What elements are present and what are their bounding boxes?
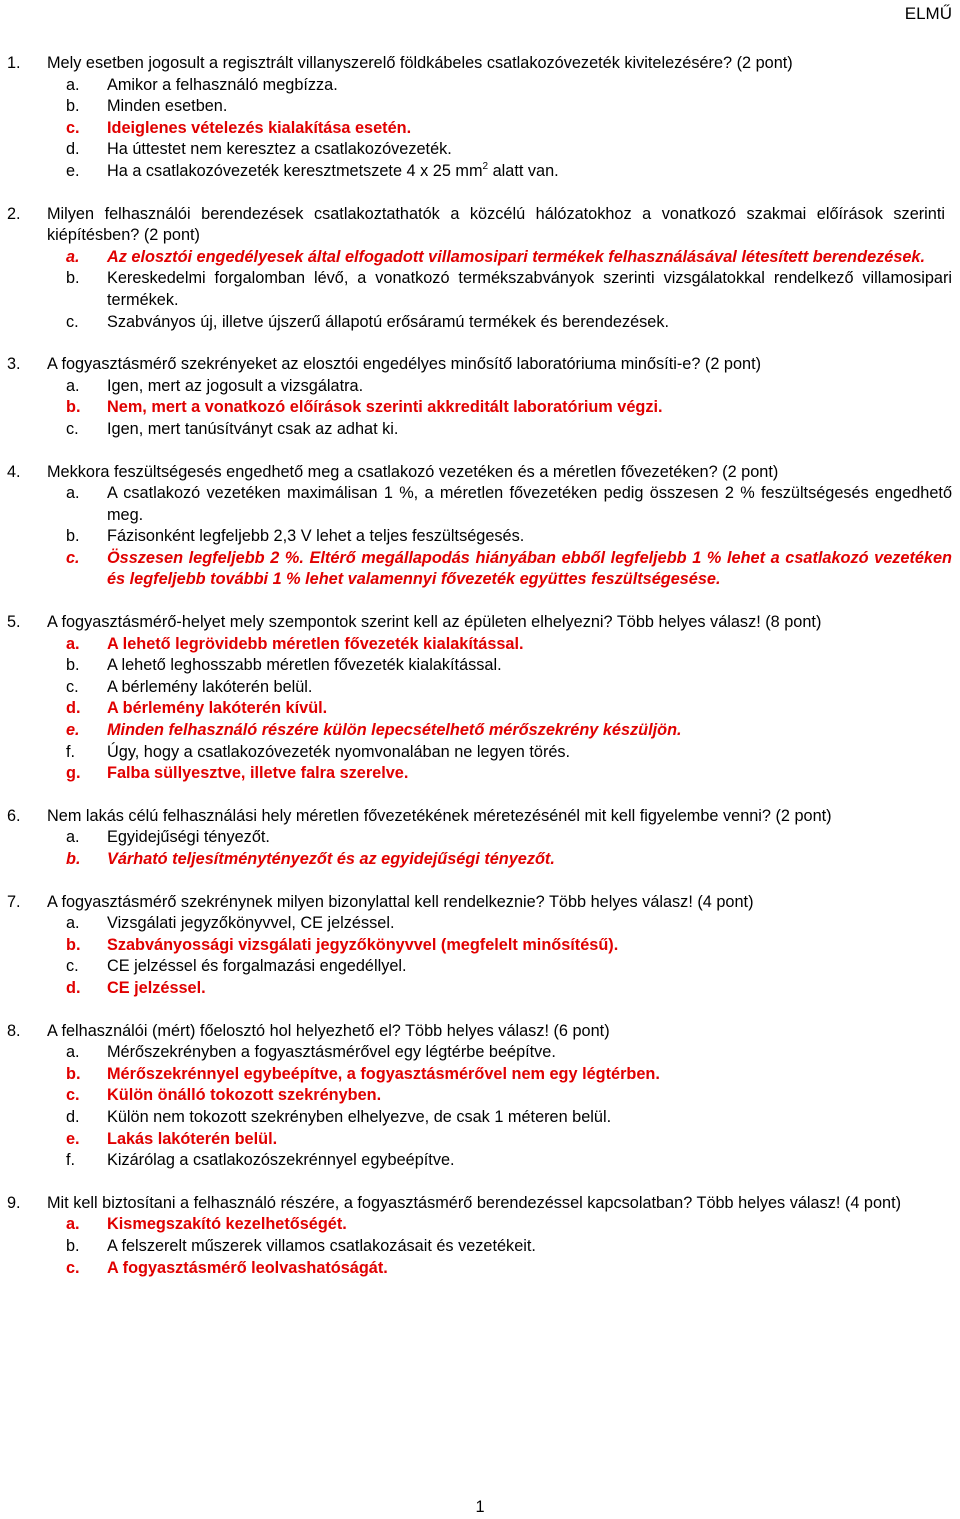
answer-text: Szabványossági vizsgálati jegyzőkönyvvel (megfelelt minősítésű).: [107, 935, 619, 954]
question-text: Mit kell biztosítani a felhasználó részére, a fogyasztásmérő berendezéssel kapcsolatban? Több helyes válasz! (4 pont): [47, 1193, 902, 1212]
answer-option-correct: [0, 1258, 960, 1280]
answer-letter: c.: [66, 548, 80, 567]
question-6: [0, 806, 960, 871]
answer-letter: a.: [66, 828, 80, 847]
question-8: [0, 1021, 960, 1172]
answer-text: Szabványos új, illetve újszerű állapotú erősáramú termékek és berendezések.: [107, 312, 669, 331]
answer-text: Összesen legfeljebb 2 %. Eltérő megállapodás hiányában ebből legfeljebb 1 % lehet a csatlakozó vezetéken és legfeljebb további 1 % lehet valamennyi fővezeték együttes feszültségesése.: [107, 548, 952, 589]
answer-option-correct: [0, 849, 960, 871]
answer-text-part: alatt van.: [488, 161, 559, 180]
answer-letter: b.: [66, 850, 81, 868]
answer-text: Minden felhasználó részére külön lepecsételhető mérőszekrény készüljön.: [107, 721, 682, 740]
answer-letter: g.: [66, 764, 81, 783]
answer-letter: a.: [66, 914, 80, 933]
answer-text: Igen, mert tanúsítványt csak az adhat ki.: [107, 419, 399, 438]
answer-text: Külön nem tokozott szekrényben elhelyezve, de csak 1 méteren belül.: [107, 1107, 612, 1126]
question-2: [0, 204, 960, 334]
answer-letter: a.: [66, 247, 80, 266]
question-text: A fogyasztásmérő-helyet mely szempontok szerint kell az épületen elhelyezni? Több helyes válasz! (8 pont): [47, 613, 822, 632]
answer-option: [0, 139, 960, 161]
answer-option-correct: [0, 1064, 960, 1086]
answer-letter: a.: [66, 75, 80, 94]
question-number: 1.: [7, 54, 21, 72]
answer-option: [0, 827, 960, 849]
question-number: 6.: [7, 806, 21, 825]
answer-option: [0, 1150, 960, 1172]
question-1: [0, 53, 960, 183]
question-text: A felhasználói (mért) főelosztó hol helyezhető el? Több helyes válasz! (6 pont): [47, 1021, 610, 1040]
answer-letter: b.: [66, 527, 80, 546]
question-number: 2.: [7, 204, 21, 223]
answer-letter: c.: [66, 957, 79, 976]
answer-text-part: Ha a csatlakozóvezeték keresztmetszete 4 x 25 mm: [107, 161, 483, 180]
answer-text: A bérlemény lakóterén kívül.: [107, 699, 328, 718]
answer-option: [0, 526, 960, 548]
answer-option: [0, 913, 960, 935]
answer-letter: e.: [66, 161, 80, 180]
answer-letter: d.: [66, 1107, 80, 1126]
answer-letter: f.: [66, 1151, 76, 1170]
question-9: [0, 1193, 960, 1279]
answer-text: Vizsgálati jegyzőkönyvvel, CE jelzéssel.: [107, 914, 395, 933]
answer-text: A felszerelt műszerek villamos csatlakozásait és vezetékeit.: [107, 1236, 536, 1255]
answer-option-correct: [0, 1214, 960, 1236]
answer-letter: c.: [66, 118, 80, 137]
question-7: [0, 892, 960, 1000]
answer-option-correct: [0, 978, 960, 1000]
question-text: Nem lakás célú felhasználási hely méretlen fővezetékének méretezésénél mit kell figyelembe venni? (2 pont): [47, 806, 832, 825]
answer-letter: c.: [66, 677, 79, 696]
answer-letter: d.: [66, 699, 81, 718]
answer-option: [0, 1042, 960, 1064]
answer-letter: a.: [66, 634, 80, 653]
answer-text: Ha úttestet nem keresztez a csatlakozóvezeték.: [107, 140, 452, 159]
answer-option: [0, 376, 960, 398]
question-number: 9.: [7, 1193, 21, 1212]
answer-option-correct: [0, 397, 960, 419]
answer-text: Az elosztói engedélyesek által elfogadott villamosipari termékek felhasználásával létesített berendezések.: [107, 247, 926, 266]
answer-letter: a.: [66, 376, 80, 395]
answer-letter: a.: [66, 484, 80, 503]
answer-text: Kismegszakító kezelhetőségét.: [107, 1215, 347, 1234]
answer-text: Kereskedelmi forgalomban lévő, a vonatkozó termékszabványok szerinti vizsgálatokkal rendelkező villamosipari termékek.: [107, 269, 952, 309]
answer-letter: b.: [66, 97, 80, 116]
answer-text: Igen, mert az jogosult a vizsgálatra.: [107, 376, 364, 395]
answer-option: [0, 419, 960, 441]
answer-option: [0, 1107, 960, 1129]
answer-letter: b.: [66, 656, 80, 675]
question-text: Mekkora feszültségesés engedhető meg a csatlakozó vezetéken és a méretlen fővezetéken? (2 pont): [47, 462, 779, 481]
answer-text: Lakás lakóterén belül.: [107, 1129, 278, 1148]
answer-text: Nem, mert a vonatkozó előírások szerinti akkreditált laboratórium végzi.: [107, 398, 663, 417]
answer-option: [0, 75, 960, 97]
answer-letter: c.: [66, 1258, 80, 1277]
question-number: 3.: [7, 355, 21, 374]
answer-option-correct: [0, 935, 960, 957]
answer-text: A bérlemény lakóterén belül.: [107, 677, 313, 696]
question-4: [0, 462, 960, 592]
answer-text: A lehető legrövidebb méretlen fővezeték kialakítással.: [107, 634, 524, 653]
answer-text: Falba süllyesztve, illetve falra szerelve.: [107, 764, 409, 783]
answer-option: [0, 312, 960, 334]
answer-letter: a.: [66, 1215, 80, 1234]
question-number: 8.: [7, 1021, 21, 1040]
answer-text: A fogyasztásmérő leolvashatóságát.: [107, 1258, 388, 1277]
answer-text: Várható teljesítménytényezőt és az egyidejűségi tényezőt.: [107, 850, 555, 868]
answer-text: Mérőszekrényben a fogyasztásmérővel egy légtérbe beépítve.: [107, 1043, 556, 1062]
answer-option: [0, 956, 960, 978]
answer-letter: c.: [66, 312, 79, 331]
answer-text: Fázisonként legfeljebb 2,3 V lehet a teljes feszültségesés.: [107, 527, 525, 546]
answer-option: [0, 483, 960, 526]
answer-letter: a.: [66, 1043, 80, 1062]
answer-letter: b.: [66, 269, 80, 288]
answer-option-correct: [0, 1129, 960, 1151]
header-company: ELMŰ: [904, 4, 952, 23]
answer-letter: d.: [66, 978, 81, 997]
answer-option: [0, 161, 960, 183]
answer-option-correct: [0, 634, 960, 656]
answer-option-correct: [0, 548, 960, 591]
answer-option: [0, 655, 960, 677]
superscript: 2: [482, 160, 489, 172]
question-number: 4.: [7, 462, 21, 481]
page-number: 1: [475, 1498, 485, 1516]
answer-text: CE jelzéssel és forgalmazási engedéllyel.: [107, 957, 407, 976]
answer-option: [0, 677, 960, 699]
answer-option-correct: [0, 1085, 960, 1107]
question-number: 5.: [7, 613, 21, 632]
answer-letter: b.: [66, 398, 81, 417]
answer-letter: e.: [66, 1129, 80, 1148]
answer-text: CE jelzéssel.: [107, 978, 206, 997]
answer-option: [0, 1236, 960, 1258]
answer-letter: b.: [66, 935, 81, 954]
answer-letter: c.: [66, 1086, 80, 1105]
question-number: 7.: [7, 892, 21, 911]
answer-option: [0, 742, 960, 764]
answer-text: A lehető leghosszabb méretlen fővezeték kialakítással.: [107, 656, 502, 675]
answer-text: Minden esetben.: [107, 97, 228, 116]
answer-option-correct: [0, 720, 960, 742]
question-text: A fogyasztásmérő szekrényeket az elosztói engedélyes minősítő laboratóriuma minősíti-e? (2 pont): [47, 355, 762, 374]
question-5: [0, 612, 960, 785]
answer-option: [0, 268, 960, 311]
answer-text: Mérőszekrénnyel egybeépítve, a fogyasztásmérővel nem egy légtérben.: [107, 1064, 660, 1083]
answer-text: Egyidejűségi tényezőt.: [107, 828, 270, 847]
question-text: Mely esetben jogosult a regisztrált villanyszerelő földkábeles csatlakozóvezeték kivitelezésére? (2 pont): [47, 54, 793, 72]
answer-text: A csatlakozó vezetéken maximálisan 1 %, a méretlen fővezetéken pedig összesen 2 % feszültségesés engedhető meg.: [107, 484, 952, 524]
answer-letter: e.: [66, 721, 80, 740]
answer-text: Úgy, hogy a csatlakozóvezeték nyomvonalában ne legyen törés.: [107, 742, 571, 761]
answer-letter: b.: [66, 1064, 81, 1083]
answer-text: Külön önálló tokozott szekrényben.: [107, 1086, 382, 1105]
answer-letter: c.: [66, 419, 79, 438]
answer-text: Ideiglenes vételezés kialakítása esetén.: [107, 118, 412, 137]
question-text: A fogyasztásmérő szekrénynek milyen bizonylattal kell rendelkeznie? Több helyes válasz! (4 pont): [47, 892, 754, 911]
answer-option: [0, 96, 960, 118]
answer-letter: f.: [66, 742, 76, 761]
answer-option-correct: [0, 118, 960, 140]
answer-option-correct: [0, 763, 960, 785]
answer-text: [107, 161, 952, 183]
question-3: [0, 354, 960, 440]
question-list: [0, 53, 960, 1300]
answer-letter: b.: [66, 1236, 80, 1255]
answer-option-correct: [0, 698, 960, 720]
answer-text: Kizárólag a csatlakozószekrénnyel egybeépítve.: [107, 1151, 455, 1170]
answer-option-correct: [0, 247, 960, 269]
answer-letter: d.: [66, 140, 80, 159]
question-text: Milyen felhasználói berendezések csatlakoztathatók a közcélú hálózatokhoz a vonatkozó szakmai előírások szerinti kiépítésben? (2 pont): [47, 204, 945, 245]
answer-text: Amikor a felhasználó megbízza.: [107, 75, 338, 94]
